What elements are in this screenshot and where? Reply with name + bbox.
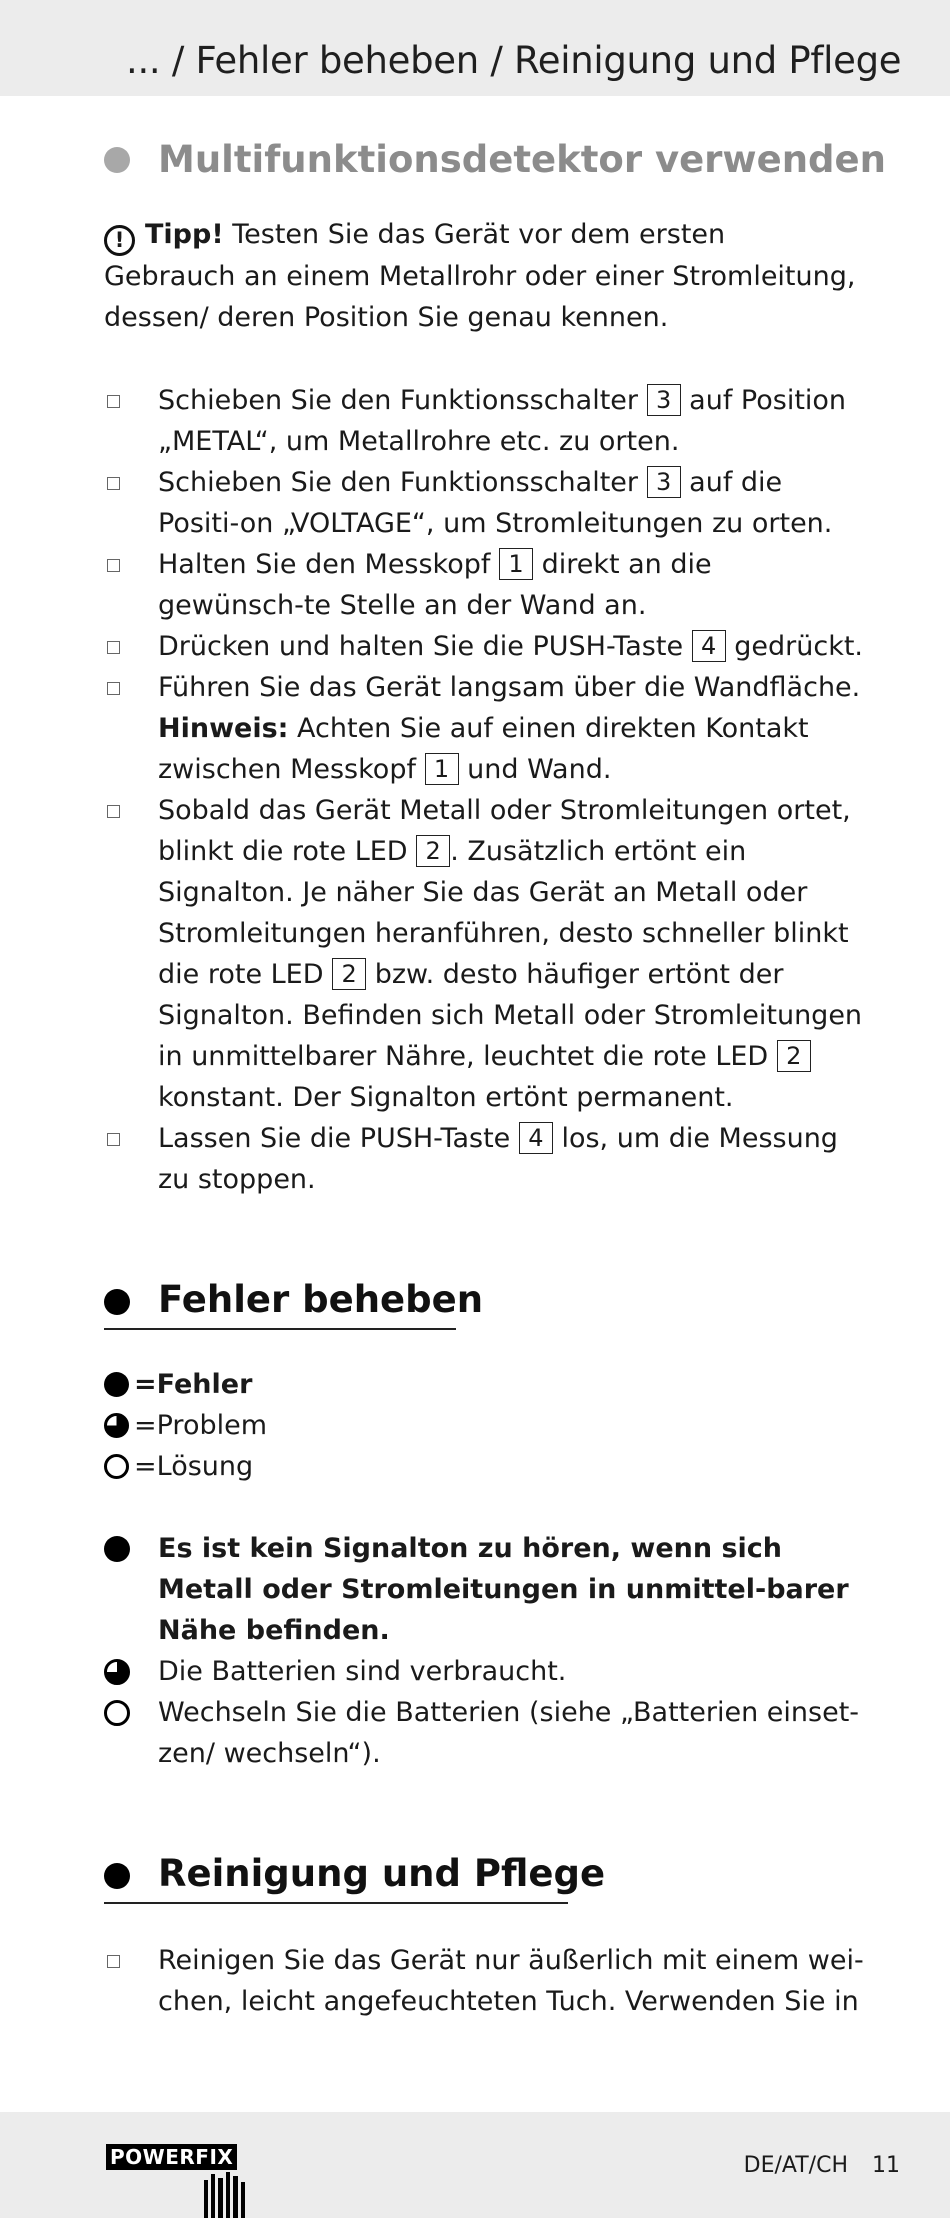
footer-region: DE/AT/CH	[743, 2153, 848, 2178]
half-filled-circle-icon	[104, 1659, 130, 1685]
solution-row	[104, 1692, 864, 1774]
reference-number: 4	[519, 1122, 553, 1154]
step-text: Führen Sie das Gerät langsam über die Wandfläche.	[158, 672, 861, 703]
brand-name: POWERFIX	[106, 2144, 237, 2170]
usage-steps-list	[104, 380, 864, 1200]
troubleshooting-entry	[104, 1528, 864, 1774]
reference-number: 1	[499, 548, 533, 580]
reference-number: 2	[777, 1040, 811, 1072]
checkbox-square-icon	[107, 1133, 120, 1146]
list-item	[104, 462, 864, 544]
brand-logo	[106, 2144, 244, 2218]
page-number: 11	[872, 2153, 900, 2178]
checkbox-square-icon	[107, 805, 120, 818]
checkbox-square-icon	[107, 1955, 120, 1968]
exclamation-circle-icon: !	[104, 225, 135, 256]
section-heading-trouble	[104, 1272, 864, 1332]
heading-usage-text: Multifunktionsdetektor verwenden	[158, 138, 886, 181]
footer-info	[744, 2150, 900, 2182]
reference-number: 2	[416, 835, 450, 867]
solution-text: Wechseln Sie die Batterien (siehe „Batterien einset-zen/ wechseln“).	[158, 1697, 860, 1769]
step-text: und Wand.	[458, 754, 612, 785]
step-text: auf die Positi-on „VOLTAGE“, um Stromleitungen zu orten.	[158, 467, 833, 539]
cleaning-text: Reinigen Sie das Gerät nur äußerlich mit einem wei-chen, leicht angefeuchteten Tuch. Verwenden Sie in	[158, 1945, 864, 2017]
step-text: gedrückt.	[725, 631, 864, 662]
gray-bullet-icon	[104, 147, 130, 173]
heading-trouble-text: Fehler beheben	[158, 1278, 484, 1321]
step-text: Halten Sie den Messkopf	[158, 549, 499, 580]
filled-circle-icon	[104, 1372, 129, 1397]
step-text: konstant. Der Signalton ertönt permanent.	[158, 1082, 734, 1113]
tools-logo-icon	[202, 2172, 250, 2218]
checkbox-square-icon	[107, 395, 120, 408]
reference-number: 3	[647, 384, 681, 416]
page-header-title: ... / Fehler beheben / Reinigung und Pflege	[126, 39, 902, 82]
step-text: auf Position „METAL“, um Metallrohre etc. zu orten.	[158, 385, 847, 457]
list-item	[104, 1118, 864, 1200]
error-title: Es ist kein Signalton zu hören, wenn sich Metall oder Stromleitungen in unmittel-barer Nähe befinden.	[158, 1533, 849, 1646]
section-heading-usage	[104, 132, 886, 188]
checkbox-square-icon	[107, 641, 120, 654]
list-item	[104, 544, 864, 626]
tip-text: Testen Sie das Gerät vor dem ersten Gebrauch an einem Metallrohr oder einer Stromleitung, dessen/ deren Position Sie genau kennen.	[104, 219, 856, 333]
checkbox-square-icon	[107, 559, 120, 572]
reference-number: 2	[332, 958, 366, 990]
cleaning-list	[104, 1940, 864, 2022]
black-bullet-icon	[104, 1863, 130, 1889]
list-item	[104, 667, 864, 790]
empty-circle-icon	[104, 1454, 129, 1479]
step-text: Schieben Sie den Funktionsschalter	[158, 467, 647, 498]
step-text: Achten Sie auf einen direkten Kontakt zwischen Messkopf	[158, 713, 809, 785]
step-text: . Zusätzlich ertönt ein Signalton. Je näher Sie das Gerät an Metall oder Stromleitungen heranführen, desto schneller blinkt die rote LED	[158, 836, 849, 990]
tip-label: Tipp!	[145, 219, 224, 250]
step-text: Lassen Sie die PUSH-Taste	[158, 1123, 519, 1154]
legend-text: =Fehler	[134, 1369, 253, 1400]
step-text: Schieben Sie den Funktionsschalter	[158, 385, 647, 416]
checkbox-square-icon	[107, 682, 120, 695]
tip-paragraph	[104, 214, 864, 338]
filled-circle-icon	[104, 1536, 130, 1562]
reference-number: 4	[692, 630, 726, 662]
black-bullet-icon	[104, 1289, 130, 1315]
checkbox-square-icon	[107, 477, 120, 490]
list-item	[104, 790, 864, 1118]
step-text: bzw. desto häufiger ertönt der Signalton. Befinden sich Metall oder Stromleitungen in unmittelbarer Nähre, leuchtet die rote LED	[158, 959, 863, 1072]
list-item	[104, 1940, 864, 2022]
section-heading-cleaning	[104, 1846, 864, 1906]
error-row	[104, 1528, 864, 1651]
reference-number: 3	[647, 466, 681, 498]
problem-text: Die Batterien sind verbraucht.	[158, 1656, 567, 1687]
list-item	[104, 626, 864, 667]
legend-text: =Problem	[134, 1410, 268, 1441]
problem-row	[104, 1651, 864, 1692]
heading-cleaning-text: Reinigung und Pflege	[158, 1852, 606, 1895]
list-item	[104, 380, 864, 462]
step-text: los, um die Messung zu stoppen.	[158, 1123, 838, 1195]
half-filled-circle-icon	[104, 1413, 129, 1438]
empty-circle-icon	[104, 1700, 130, 1726]
step-text: direkt an die gewünsch-te Stelle an der Wand an.	[158, 549, 712, 621]
reference-number: 1	[425, 753, 459, 785]
step-text: Drücken und halten Sie die PUSH-Taste	[158, 631, 692, 662]
heading-underline	[104, 1902, 568, 1904]
note-label: Hinweis:	[158, 713, 289, 744]
heading-underline	[104, 1328, 456, 1330]
step-text: Sobald das Gerät Metall oder Stromleitungen ortet, blinkt die rote LED	[158, 795, 851, 867]
legend-text: =Lösung	[134, 1451, 254, 1482]
